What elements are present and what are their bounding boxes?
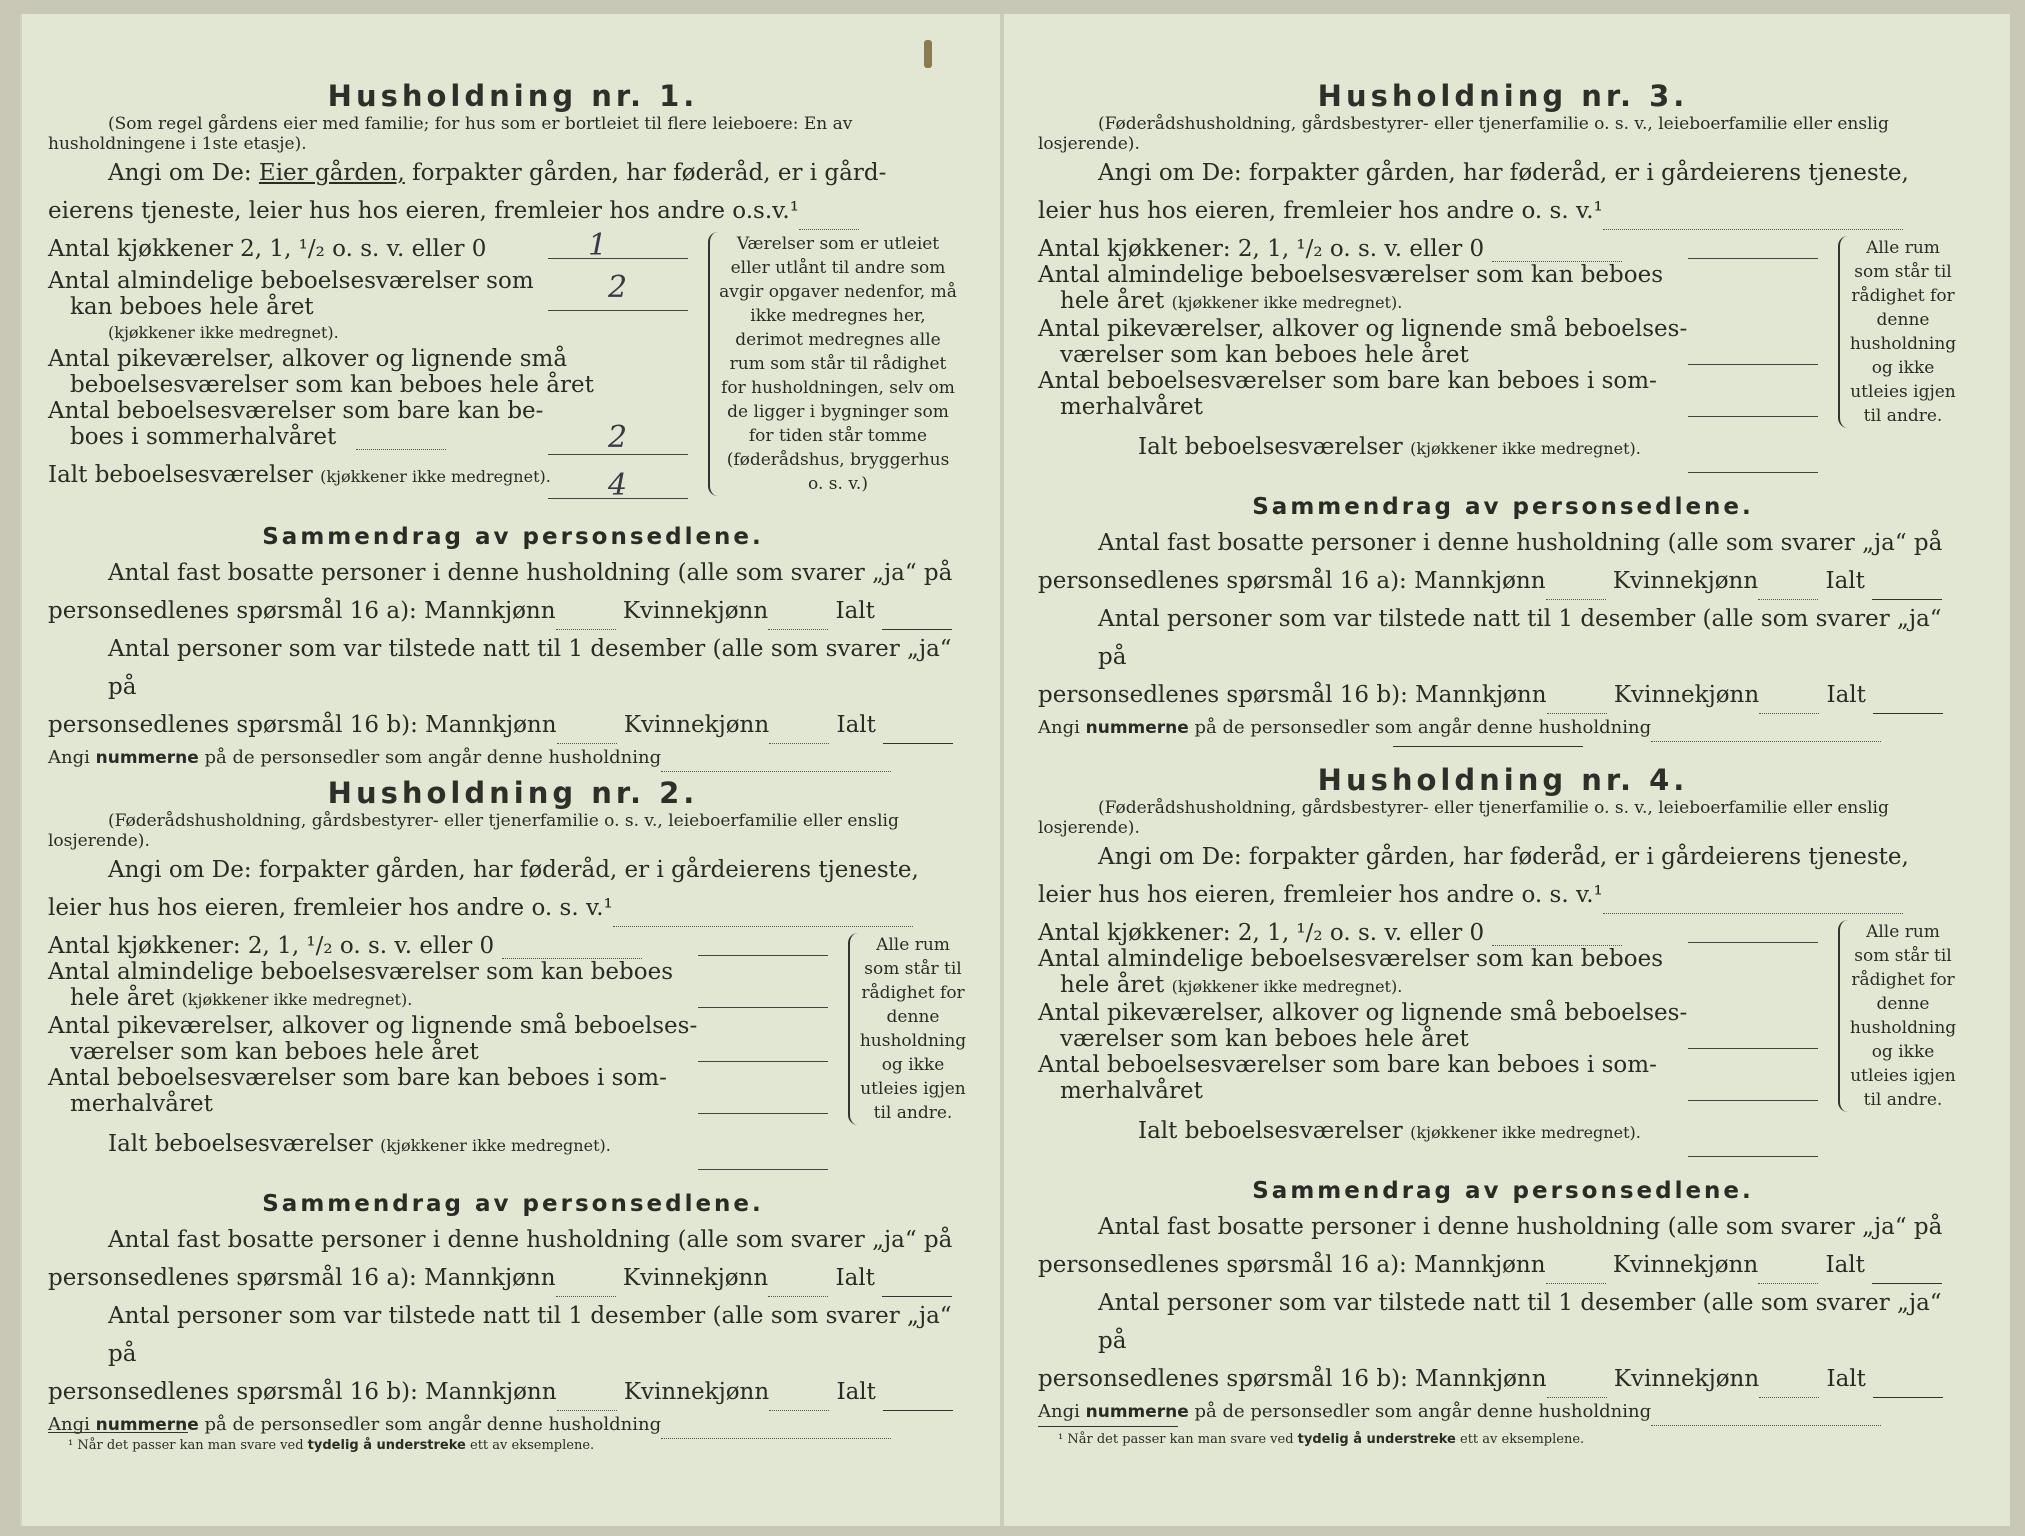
summary-block: Antal fast bosatte personer i denne husholdning (alle som svarer „ja“ på personsedlenes spørsmål 16 a): Mannkjønn Kvinnekjønn Ialt Antal personer som var tilstede natt til 1 desember (alle som svarer „ja“ på personsedlenes spørsmål 16 b): Mannkjønn Kvinnekjønn Ialt (1038, 524, 1968, 714)
small-rooms-row: Antal pikeværelser, alkover og lignende små (48, 346, 568, 372)
room-counts: Antal kjøkkener: 2, 1, ¹/₂ o. s. v. eller 0 Antal almindelige beboelsesværelser som kan beboes hele året (kjøkkener ikke medregnet). Antal pikeværelser, alkover og lignende små beboelses- værelser som kan beboes hele året Antal beboelsesværelser som bare kan beboes i som- merhalvåret Ialt beboelsesværelser (kjøkkener ikke medregnet). Alle rum som står til rådighet for denne husholdning og ikke utleies igjen til andre. (1038, 920, 1968, 1160)
household-4 (1038, 762, 1968, 1426)
summary-title: Sammendrag av personsedlene. (1252, 1178, 1754, 1204)
summer-rooms-row: Antal beboelsesværelser som bare kan beboes i som- (1038, 1052, 1657, 1078)
rooms-row: Antal almindelige beboelsesværelser som kan beboes (1038, 262, 1664, 288)
total-rooms-row: Ialt beboelsesværelser (kjøkkener ikke medregnet). (108, 1131, 611, 1157)
kitchens-row: Antal kjøkkener: 2, 1, ¹/₂ o. s. v. eller 0 (1038, 236, 1968, 262)
small-rooms-row: Antal pikeværelser, alkover og lignende små beboelses- (48, 1013, 698, 1039)
angi-om-de: Angi om De: forpakter gården, har føderåd, er i gårdeierens tjeneste, leier hus hos eieren, fremleier hos andre o. s. v.¹ (48, 851, 978, 927)
underlined-answer: Eier gården, (258, 160, 405, 186)
household-1 (48, 78, 978, 772)
rooms-side-note: Alle rum som står til rådighet for denne husholdning og ikke utleies igjen til andre. (1838, 236, 1958, 428)
household-2 (48, 775, 978, 1439)
small-rooms-row: Antal pikeværelser, alkover og lignende små beboelses- (1038, 316, 1688, 342)
numbers-line: Angi nummerne på de personsedler som angår denne husholdning (1038, 1398, 1968, 1426)
summary-block: Antal fast bosatte personer i denne husholdning (alle som svarer „ja“ på personsedlenes spørsmål 16 a): Mannkjønn Kvinnekjønn Ialt Antal personer som var tilstede natt til 1 desember (alle som svarer „ja“ på personsedlenes spørsmål 16 b): Mannkjønn Kvinnekjønn Ialt (48, 554, 978, 744)
household-note: (Føderådshusholdning, gårdsbestyrer- eller tjenerfamilie o. s. v., leieboerfamilie eller enslig losjerende). (48, 811, 899, 851)
binding-mark (924, 40, 932, 68)
page-fold (1000, 14, 1004, 1526)
summary-title: Sammendrag av personsedlene. (1252, 494, 1754, 520)
footnote: ¹ Når det passer kan man svare ved tydelig å understreke ett av eksemplene. (1058, 1432, 1585, 1447)
rooms-row: Antal almindelige beboelsesværelser som kan beboes (1038, 946, 1664, 972)
rooms-side-note: Alle rum som står til rådighet for denne husholdning og ikke utleies igjen til andre. (1838, 920, 1958, 1112)
summary-block: Antal fast bosatte personer i denne husholdning (alle som svarer „ja“ på personsedlenes spørsmål 16 a): Mannkjønn Kvinnekjønn Ialt Antal personer som var tilstede natt til 1 desember (alle som svarer „ja“ på personsedlenes spørsmål 16 b): Mannkjønn Kvinnekjønn Ialt (48, 1221, 978, 1411)
total-rooms-row: Ialt beboelsesværelser (kjøkkener ikke medregnet). (1138, 434, 1641, 460)
footnote: ¹ Når det passer kan man svare ved tydelig å understreke ett av eksemplene. (68, 1438, 595, 1453)
kitchens-row: Antal kjøkkener: 2, 1, ¹/₂ o. s. v. eller 0 (48, 933, 978, 959)
summary-title: Sammendrag av personsedlene. (262, 524, 764, 550)
numbers-line: Angi nummerne på de personsedler som angår denne husholdning (48, 1411, 978, 1439)
rooms-row: Antal almindelige beboelsesværelser som (48, 268, 534, 294)
room-counts: Antal kjøkkener: 2, 1, ¹/₂ o. s. v. eller 0 Antal almindelige beboelsesværelser som kan beboes hele året (kjøkkener ikke medregnet). Antal pikeværelser, alkover og lignende små beboelses- værelser som kan beboes hele året Antal beboelsesværelser som bare kan beboes i som- merhalvåret Ialt beboelsesværelser (kjøkkener ikke medregnet). Alle rum som står til rådighet for denne husholdning og ikke utleies igjen til andre. (1038, 236, 1968, 476)
right-page (1038, 70, 1968, 1470)
handwritten-rooms: 2 (608, 270, 628, 305)
rooms-row: Antal almindelige beboelsesværelser som kan beboes (48, 959, 674, 985)
summer-rooms-row: Antal beboelsesværelser som bare kan beboes i som- (1038, 368, 1657, 394)
household-note: (Føderådshusholdning, gårdsbestyrer- eller tjenerfamilie o. s. v., leieboerfamilie eller enslig losjerende). (1038, 114, 1889, 154)
angi-om-de: Angi om De: forpakter gården, har føderåd, er i gårdeierens tjeneste, leier hus hos eieren, fremleier hos andre o. s. v.¹ (1038, 838, 1968, 914)
rooms-side-note: Alle rum som står til rådighet for denne husholdning og ikke utleies igjen til andre. (848, 933, 968, 1125)
handwritten-total: 4 (608, 468, 628, 503)
kitchens-row: Antal kjøkkener: 2, 1, ¹/₂ o. s. v. eller 0 (1038, 920, 1968, 946)
total-rooms-row: Ialt beboelsesværelser (kjøkkener ikke medregnet). (48, 462, 551, 488)
numbers-line: Angi nummerne på de personsedler som angår denne husholdning (1038, 714, 1968, 742)
room-counts: Antal kjøkkener: 2, 1, ¹/₂ o. s. v. eller 0 Antal almindelige beboelsesværelser som kan beboes hele året (kjøkkener ikke medregnet). Antal pikeværelser, alkover og lignende små beboelses- værelser som kan beboes hele året Antal beboelsesværelser som bare kan beboes i som- merhalvåret Ialt beboelsesværelser (kjøkkener ikke medregnet). Alle rum som står til rådighet for denne husholdning og ikke utleies igjen til andre. (48, 933, 978, 1173)
summary-title: Sammendrag av personsedlene. (262, 1191, 764, 1217)
summary-block: Antal fast bosatte personer i denne husholdning (alle som svarer „ja“ på personsedlenes spørsmål 16 a): Mannkjønn Kvinnekjønn Ialt Antal personer som var tilstede natt til 1 desember (alle som svarer „ja“ på personsedlenes spørsmål 16 b): Mannkjønn Kvinnekjønn Ialt (1038, 1208, 1968, 1398)
angi-om-de: Angi om De: forpakter gården, har føderåd, er i gårdeierens tjeneste, leier hus hos eieren, fremleier hos andre o. s. v.¹ (1038, 154, 1968, 230)
household-title: Husholdning nr. 4. (1317, 763, 1689, 797)
angi-om-de: Angi om De: Eier gården, forpakter gården, har føderåd, er i gård- eierens tjeneste, leier hus hos eieren, fremleier hos andre o.s.v.¹ (48, 154, 978, 230)
household-3 (1038, 78, 1968, 742)
handwritten-kitchens: 1 (588, 228, 608, 263)
summer-rooms-row: Antal beboelsesværelser som bare kan be- (48, 398, 544, 424)
summer-rooms-row: Antal beboelsesværelser som bare kan beboes i som- (48, 1065, 667, 1091)
kitchens-row: Antal kjøkkener 2, 1, ¹/₂ o. s. v. eller 0 (48, 236, 487, 262)
total-rooms-row: Ialt beboelsesværelser (kjøkkener ikke medregnet). (1138, 1118, 1641, 1144)
left-page (48, 70, 978, 1470)
household-title: Husholdning nr. 1. (327, 79, 699, 113)
household-note: (Føderådshusholdning, gårdsbestyrer- eller tjenerfamilie o. s. v., leieboerfamilie eller enslig losjerende). (1038, 798, 1889, 838)
numbers-line: Angi nummerne på de personsedler som angår denne husholdning (48, 744, 978, 772)
rooms-side-note: Værelser som er utleiet eller utlånt til andre som avgir opgaver nedenfor, må ikke medregnes her, derimot medregnes alle rum som står til rådighet for husholdningen, selv om de ligger i bygninger som for tiden står tomme (føderådshus, bryggerhus o. s. v.) (708, 232, 958, 496)
small-rooms-row: Antal pikeværelser, alkover og lignende små beboelses- (1038, 1000, 1688, 1026)
room-counts: Antal kjøkkener 2, 1, ¹/₂ o. s. v. eller 0 1 Antal almindelige beboelsesværelser som kan beboes hele året 2 (kjøkkener ikke medregnet). Antal pikeværelser, alkover og lignende små beboelsesværelser som kan beboes hele året Antal beboelsesværelser som bare kan be- boes i sommerhalvåret 2 Ialt beboelsesværelser (kjøkkener ikke medregnet). 4 Værelser som er utleiet eller utlånt til andre som avgir opgaver nedenfor, må ikke medregnes her, derimot medregnes alle rum som står til rådighet for husholdningen, selv om de ligger i bygninger som for tiden står tomme (føderådshus, bryggerhus o. s. v.) (48, 236, 978, 506)
handwritten-summer-rooms: 2 (608, 420, 628, 455)
household-note: (Som regel gårdens eier med familie; for hus som er bortleiet til flere leieboere: En av husholdningene i 1ste etasje). (48, 114, 853, 154)
household-title: Husholdning nr. 3. (1317, 79, 1689, 113)
household-title: Husholdning nr. 2. (327, 776, 699, 810)
